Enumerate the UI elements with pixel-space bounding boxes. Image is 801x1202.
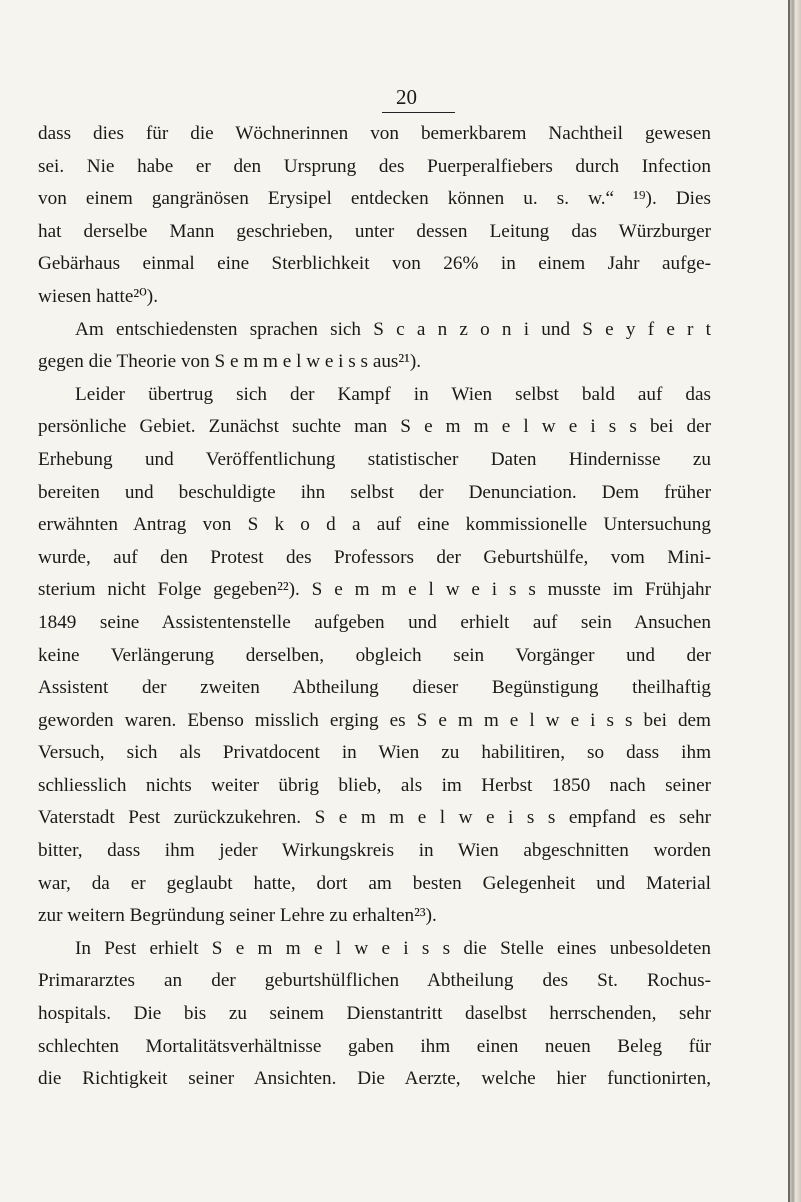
text-line: Versuch, sich als Privatdocent in Wien zu habilitiren, so dass ihm (38, 742, 711, 764)
text-line: schliesslich nichts weiter übrig blieb, als im Herbst 1850 nach seiner (38, 774, 711, 796)
text-line: Leider übertrug sich der Kampf in Wien selbst bald auf das (75, 383, 711, 405)
text-line: wiesen hatte²⁰). (38, 285, 158, 307)
text-line: sterium nicht Folge gegeben²²). S e m m e l w e i s s musste im Frühjahr (38, 579, 711, 601)
text-line: Primararztes an der geburtshülflichen Abtheilung des St. Rochus- (38, 970, 711, 992)
text-line: Vaterstadt Pest zurückzukehren. S e m m e l w e i s s empfand es sehr (38, 807, 711, 829)
text-line: Erhebung und Veröffentlichung statistischer Daten Hindernisse zu (38, 448, 711, 470)
text-line: wurde, auf den Protest des Professors der Geburtshülfe, vom Mini- (38, 546, 711, 568)
text-line: sei. Nie habe er den Ursprung des Puerperalfiebers durch Infection (38, 155, 711, 177)
text-line: In Pest erhielt S e m m e l w e i s s die Stelle eines unbesoldeten (75, 937, 711, 959)
text-line: zur weitern Begründung seiner Lehre zu erhalten²³). (38, 905, 437, 927)
text-line: bereiten und beschuldigte ihn selbst der Denunciation. Dem früher (38, 481, 711, 503)
text-line: von einem gangränösen Erysipel entdecken können u. s. w.“ ¹⁹). Dies (38, 188, 711, 210)
text-line: die Richtigkeit seiner Ansichten. Die Aerzte, welche hier functionirten, (38, 1068, 711, 1090)
page-number-underline (382, 112, 455, 113)
text-line: war, da er geglaubt hatte, dort am besten Gelegenheit und Material (38, 872, 711, 894)
page-binding-edge (789, 0, 801, 1202)
text-line: keine Verlängerung derselben, obgleich sein Vorgänger und der (38, 644, 711, 666)
page-number: 20 (396, 85, 417, 109)
text-line: Am entschiedensten sprachen sich S c a n z o n i und S e y f e r t (75, 318, 711, 340)
text-line: Gebärhaus einmal eine Sterblichkeit von 26% in einem Jahr aufge- (38, 253, 711, 275)
text-line: schlechten Mortalitätsverhältnisse gaben ihm einen neuen Beleg für (38, 1035, 711, 1057)
text-line: hat derselbe Mann geschrieben, unter dessen Leitung das Würzburger (38, 220, 711, 242)
text-line: gegen die Theorie von S e m m e l w e i s s aus²¹). (38, 351, 422, 373)
text-line: bitter, dass ihm jeder Wirkungskreis in Wien abgeschnitten worden (38, 840, 711, 862)
text-line: hospitals. Die bis zu seinem Dienstantritt daselbst herrschenden, sehr (38, 1003, 711, 1025)
text-line: erwähnten Antrag von S k o d a auf eine kommissionelle Untersuchung (38, 514, 711, 536)
text-line: dass dies für die Wöchnerinnen von bemerkbarem Nachtheil gewesen (38, 123, 711, 144)
body-text (38, 118, 711, 1096)
text-line: persönliche Gebiet. Zunächst suchte man S e m m e l w e i s s bei der (38, 416, 711, 438)
text-line: geworden waren. Ebenso misslich erging es S e m m e l w e i s s bei dem (38, 709, 711, 731)
page-edge-line (788, 0, 790, 1202)
text-line: 1849 seine Assistentenstelle aufgeben und erhielt auf sein Ansuchen (38, 611, 711, 633)
text-line: Assistent der zweiten Abtheilung dieser Begünstigung theilhaftig (38, 677, 711, 699)
